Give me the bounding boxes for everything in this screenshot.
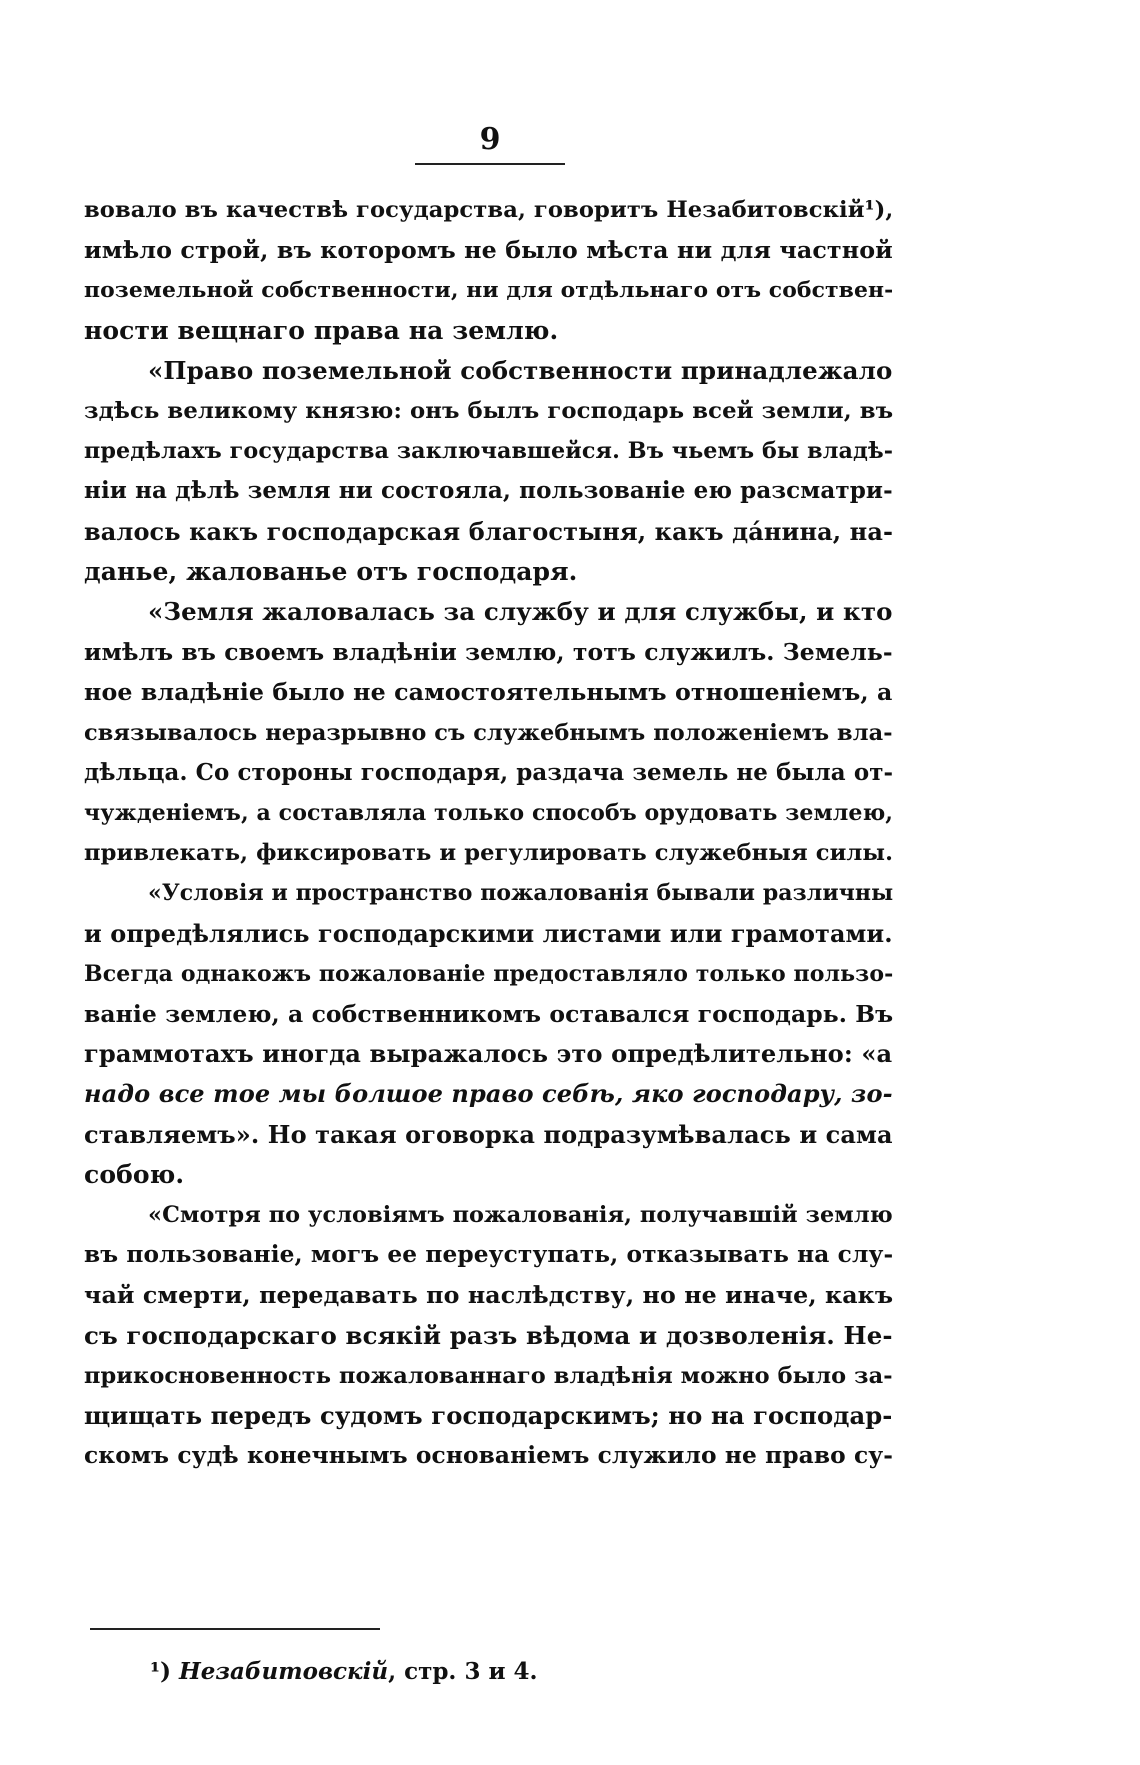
page-number-rule xyxy=(415,163,565,165)
text-line: здѣсь великому князю: онъ былъ господарь всей земли, въ xyxy=(84,398,894,425)
text-line: ное владѣніе было не самостоятельнымъ отношеніемъ, а xyxy=(84,678,893,707)
text-line: собою. xyxy=(84,1159,185,1189)
text-line: «Смотря по условіямъ пожалованія, получавшій землю xyxy=(148,1202,893,1229)
footnote-author: Незабитовскій xyxy=(178,1658,389,1685)
text-line: «Земля жаловалась за службу и для службы, и кто xyxy=(148,597,893,627)
footnote-rule xyxy=(90,1628,380,1630)
text-line: данье, жалованье отъ господаря. xyxy=(84,556,578,586)
footnote xyxy=(150,1657,538,1687)
text-line: чужденіемъ, а составляла только способъ орудовать землею, xyxy=(84,800,894,827)
footnote-citation: , стр. 3 и 4. xyxy=(388,1658,538,1685)
text-line: надо все тое мы болшое право себѣ, яко господару, зо- xyxy=(84,1079,893,1109)
text-line: «Право поземельной собственности принадлежало xyxy=(148,355,893,385)
body-text xyxy=(84,190,892,1477)
text-line: ваніе землею, а собственникомъ оставался господарь. Въ xyxy=(84,1000,894,1029)
text-line: связывалось неразрывно съ служебнымъ положеніемъ вла- xyxy=(84,719,893,746)
text-line: ности вещнаго права на землю. xyxy=(84,315,559,345)
text-line: ніи на дѣлѣ земля ни состояла, пользованіе ею разсматри- xyxy=(84,477,893,505)
text-line: дѣльца. Со стороны господаря, раздача земель не была от- xyxy=(84,758,894,786)
text-line: граммотахъ иногда выражалось это опредѣлительно: «а xyxy=(84,1039,893,1069)
text-line: съ господарскаго всякій разъ вѣдома и дозволенія. Не- xyxy=(84,1320,893,1350)
paragraph-4 xyxy=(84,873,892,1195)
text-line: имѣло строй, въ которомъ не было мѣста ни для частной xyxy=(84,236,893,265)
text-line: предѣлахъ государства заключавшейся. Въ чьемъ бы владѣ- xyxy=(84,438,894,465)
paragraph-1 xyxy=(84,190,892,351)
text-line: Всегда однакожъ пожалованіе предоставляло только пользо- xyxy=(84,960,894,987)
text-line: и опредѣлялись господарскими листами или грамотами. xyxy=(84,919,893,948)
text-line: поземельной собственности, ни для отдѣльнаго отъ собствен- xyxy=(84,277,894,304)
page-number: 9 xyxy=(479,122,501,157)
paragraph-3 xyxy=(84,592,892,873)
text-line: вовало въ качествѣ государства, говоритъ Незабитовскій¹), xyxy=(84,197,894,223)
paragraph-2 xyxy=(84,351,892,592)
text-line: щищать передъ судомъ господарскимъ; но на господар- xyxy=(84,1401,893,1431)
text-line: «Условія и пространство пожалованія бывали различны xyxy=(148,880,894,907)
paragraph-5 xyxy=(84,1195,892,1476)
footnote-marker: ¹) xyxy=(150,1658,171,1685)
text-line: ставляемъ». Но такая оговорка подразумѣвалась и сама xyxy=(84,1119,893,1149)
text-line: въ пользованіе, могъ ее переуступать, отказывать на слу- xyxy=(84,1241,894,1269)
text-line: чай смерти, передавать по наслѣдству, но не иначе, какъ xyxy=(84,1281,894,1310)
text-line: валось какъ господарская благостыня, какъ дáнина, на- xyxy=(84,516,894,546)
text-line: прикосновенность пожалованнаго владѣнія можно было за- xyxy=(84,1362,893,1389)
text-line: привлекать, фиксировать и регулировать служебныя силы. xyxy=(84,840,894,867)
text-line: имѣлъ въ своемъ владѣніи землю, тотъ служилъ. Земель- xyxy=(84,638,893,667)
text-line: скомъ судѣ конечнымъ основаніемъ служило не право су- xyxy=(84,1442,894,1470)
